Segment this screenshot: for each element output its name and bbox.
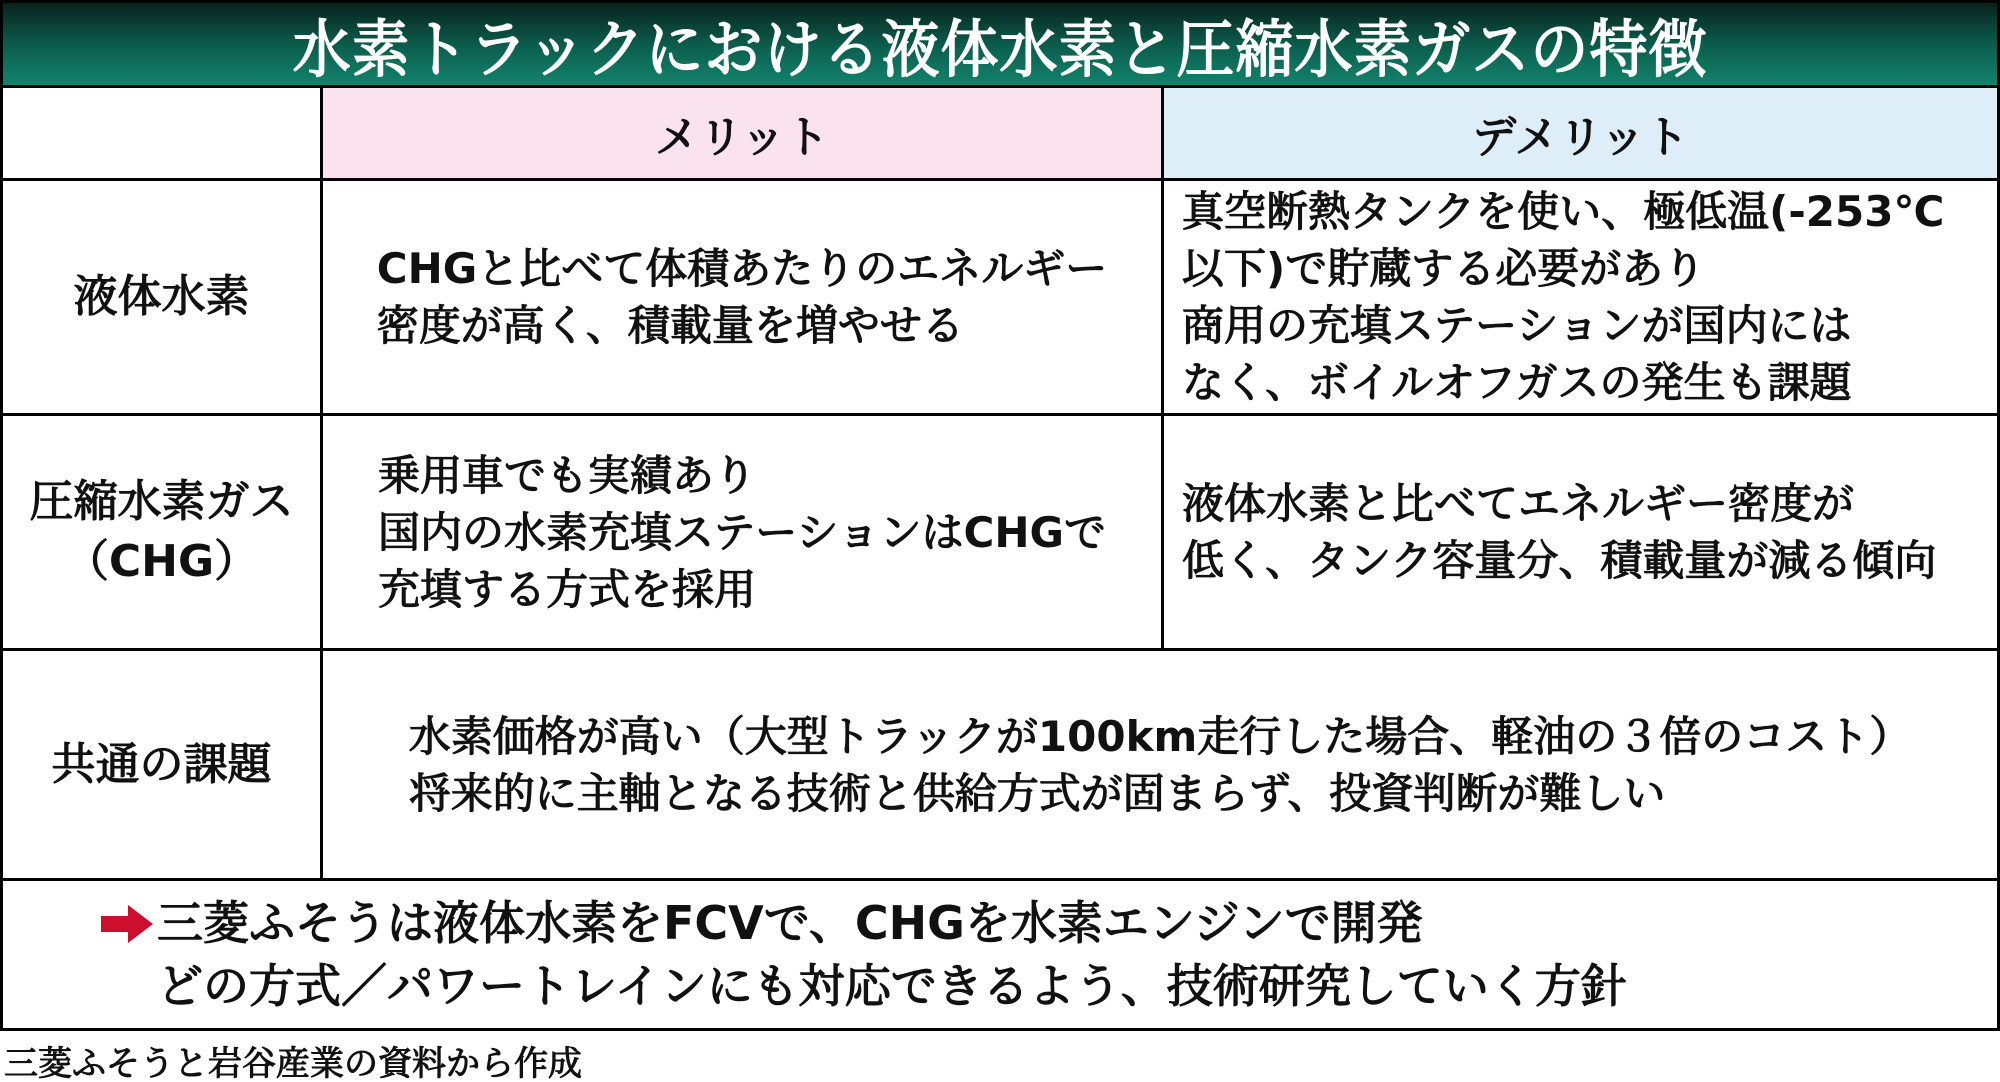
- liquid-demerit-text: [1164, 183, 1944, 411]
- text-line: 国内の水素充填ステーションはCHGで: [378, 507, 1106, 557]
- conclusion-text: [157, 892, 1627, 1018]
- text-line: 乗用車でも実績あり: [378, 450, 757, 500]
- row-label-liquid-hydrogen: [3, 181, 323, 416]
- conclusion-band: [3, 881, 1997, 1028]
- text-line: 圧縮水素ガス: [29, 476, 294, 527]
- text-line: CHGと比べて体積あたりのエネルギー: [376, 244, 1108, 293]
- text-line: 密度が高く、積載量を増やせる: [376, 301, 964, 350]
- row-label-common-issues: [3, 651, 323, 881]
- header-corner-cell: [3, 88, 323, 181]
- common-issues-text: [409, 708, 1912, 822]
- text-line: 水素価格が高い（大型トラックが100km走行した場合、軽油の３倍のコスト）: [408, 711, 1912, 761]
- text-line: 低く、タンク容量分、積載量が減る傾向: [1182, 536, 1937, 585]
- chg-merit-text: [378, 447, 1106, 618]
- liquid-merit-cell: [323, 181, 1164, 416]
- row-label-text: 液体水素: [73, 271, 250, 322]
- common-issues-cell: [323, 651, 1997, 881]
- text-line: なく、ボイルオフガスの発生も課題: [1182, 358, 1852, 407]
- chg-merit-cell: [323, 416, 1164, 651]
- text-line: （CHG）: [64, 536, 259, 587]
- text-line: 以下)で貯蔵する必要があり: [1182, 244, 1706, 293]
- row-label-text: 共通の課題: [51, 738, 272, 790]
- text-line: 将来的に主軸となる技術と供給方式が固まらず、投資判断が難しい: [408, 768, 1666, 818]
- right-arrow-icon: [101, 903, 153, 945]
- text-line: 商用の充填ステーションが国内には: [1182, 301, 1852, 350]
- chg-demerit-text: [1164, 475, 1936, 589]
- text-line: 充填する方式を採用: [378, 564, 757, 614]
- text-line: どの方式／パワートレインにも対応できるよう、技術研究していく方針: [157, 958, 1627, 1013]
- header-merit-cell: [323, 88, 1164, 181]
- text-line: 液体水素と比べてエネルギー密度が: [1182, 479, 1855, 528]
- row-label-text: [30, 472, 294, 592]
- row-label-chg: [3, 416, 323, 651]
- text-line: 三菱ふそうは液体水素をFCVで、CHGを水素エンジンで開発: [157, 895, 1423, 950]
- comparison-table: [3, 88, 1997, 881]
- title-bar: [3, 3, 1997, 88]
- text-line: 真空断熱タンクを使い、極低温(-253℃: [1182, 187, 1945, 236]
- liquid-demerit-cell: [1164, 181, 1997, 416]
- source-caption: 三菱ふそうと岩谷産業の資料から作成: [4, 1044, 582, 1082]
- merit-header-label: メリット: [654, 112, 830, 163]
- demerit-header-label: デメリット: [1472, 112, 1689, 163]
- liquid-merit-text: [377, 240, 1107, 354]
- header-demerit-cell: [1164, 88, 1997, 181]
- page-title: 水素トラックにおける液体水素と圧縮水素ガスの特徴: [292, 12, 1708, 87]
- chg-demerit-cell: [1164, 416, 1997, 651]
